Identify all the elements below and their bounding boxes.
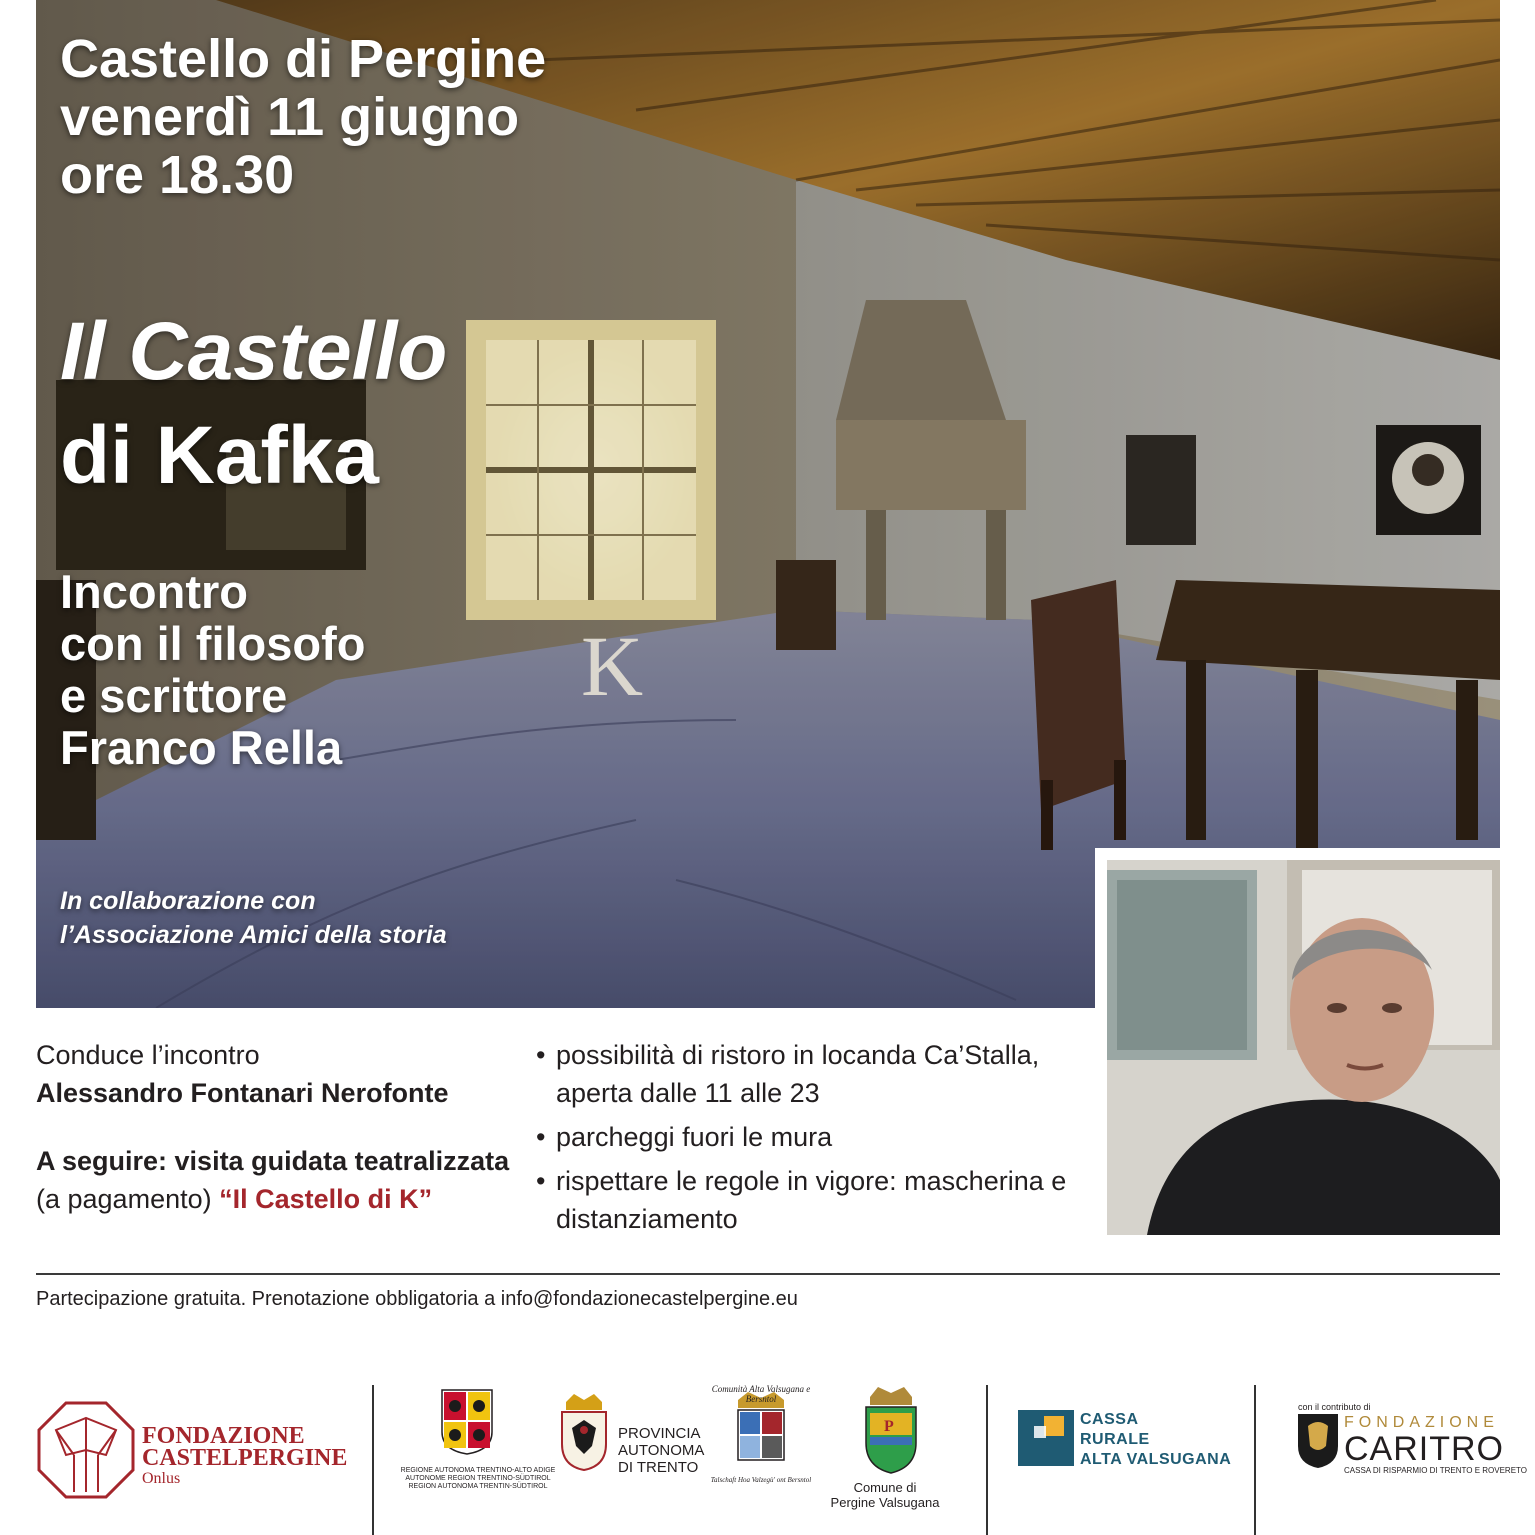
- subtitle-line-2: con il filosofo: [60, 617, 366, 670]
- bullet-text: parcheggi fuori le mura: [556, 1122, 833, 1152]
- venue: Castello di Pergine: [60, 29, 547, 89]
- event-date: venerdì 11 giugno: [60, 87, 520, 147]
- bullet-marker: •: [536, 1040, 546, 1070]
- cassa-rurale-logo-icon: [1018, 1410, 1074, 1466]
- fondazione-castelpergine-logo-icon: [36, 1400, 136, 1500]
- event-time: ore 18.30: [60, 145, 295, 205]
- comune-line-2: Pergine Valsugana: [830, 1495, 940, 1510]
- list-item: [536, 1162, 1096, 1238]
- logo-divider: [372, 1385, 374, 1535]
- fondazione-line-2: CASTELPERGINE: [142, 1445, 348, 1471]
- list-item: [536, 1036, 1096, 1112]
- region-caption-line-3: REGION AUTONOMA TRENTIN-SÜDTIROL: [408, 1483, 548, 1490]
- caritro-caption: CASSA DI RISPARMIO DI TRENTO E ROVERETO: [1344, 1466, 1527, 1475]
- info-bullets: [536, 1036, 1096, 1244]
- collab-line-2: l’Associazione Amici della storia: [60, 921, 447, 949]
- event-header: [60, 30, 546, 204]
- event-title: [60, 300, 447, 508]
- cassa-line-3: ALTA VALSUGANA: [1080, 1451, 1232, 1468]
- collab-line-1: In collaborazione con: [60, 887, 316, 915]
- bullet-text: possibilità di ristoro in locanda Ca’Stalla, aperta dalle 11 alle 23: [556, 1040, 1040, 1108]
- fondazione-line-1: FONDAZIONE: [142, 1423, 305, 1449]
- collaboration-note: [60, 884, 447, 952]
- provincia-line-2: AUTONOMA: [618, 1442, 705, 1459]
- comune-line-1: Comune di: [853, 1480, 917, 1495]
- caritro-contribution-label: con il contributo di: [1298, 1402, 1371, 1412]
- subtitle-line-1: Incontro: [60, 565, 248, 618]
- comune-pergine-crest-icon: [860, 1385, 922, 1475]
- caritro-crest-icon: [1296, 1412, 1340, 1470]
- region-caption-line-1: REGIONE AUTONOMA TRENTINO-ALTO ADIGE: [400, 1467, 556, 1474]
- bullet-marker: •: [536, 1122, 546, 1152]
- portrait-image: [1107, 860, 1500, 1235]
- subtitle-line-3: e scrittore: [60, 669, 288, 722]
- comune-name: [830, 1480, 940, 1510]
- bullet-text: rispettare le regole in vigore: mascherina e distanziamento: [556, 1166, 1067, 1234]
- provincia-line-1: PROVINCIA: [618, 1425, 701, 1442]
- fondazione-name: [142, 1425, 347, 1469]
- subtitle-line-4: Franco Rella: [60, 721, 343, 774]
- fondazione-onlus: Onlus: [142, 1470, 181, 1487]
- cassa-line-1: CASSA: [1080, 1411, 1139, 1428]
- followup-detail: [36, 1180, 516, 1218]
- host-name: Alessandro Fontanari Nerofonte: [36, 1078, 449, 1108]
- provincia-name: [618, 1425, 704, 1476]
- bullet-marker: •: [536, 1166, 546, 1196]
- event-subtitle: [60, 566, 365, 774]
- logo-divider: [1254, 1385, 1256, 1535]
- host-label: Conduce l’incontro: [36, 1040, 260, 1070]
- provincia-trento-crest-icon: [558, 1392, 610, 1472]
- regione-shield-icon: [440, 1388, 494, 1456]
- booking-info: Partecipazione gratuita. Prenotazione obbligatoria a info@fondazionecastelpergine.eu: [36, 1288, 798, 1310]
- svg-text:P: P: [884, 1418, 894, 1435]
- comunita-arc-bottom-text: Talschaft Hoa Valzegù' ont Bersntol: [710, 1476, 812, 1484]
- provincia-line-3: DI TRENTO: [618, 1459, 699, 1476]
- followup-label: A seguire: visita guidata teatralizzata: [36, 1146, 510, 1176]
- k-letter-sculpture: K: [581, 618, 644, 714]
- comunita-arc-text: Comunità Alta Valsugana e Bersntol: [711, 1384, 811, 1404]
- followup-paid: (a pagamento): [36, 1184, 212, 1214]
- list-item: [536, 1118, 1096, 1156]
- cassa-rurale-name: [1080, 1410, 1231, 1470]
- speaker-portrait: [1095, 848, 1500, 1235]
- logo-divider: [986, 1385, 988, 1535]
- followup-show-title: “Il Castello di K”: [219, 1184, 433, 1214]
- divider: [36, 1273, 1500, 1275]
- cassa-line-2: RURALE: [1080, 1431, 1150, 1448]
- info-block: [36, 1036, 516, 1218]
- title-line-1: Il Castello: [60, 306, 448, 397]
- regione-caption: [398, 1467, 558, 1491]
- region-caption-line-2: AUTONOME REGION TRENTINO-SÜDTIROL: [405, 1475, 551, 1482]
- title-line-2: di Kafka: [60, 410, 379, 501]
- caritro-fondazione: FONDAZIONE: [1344, 1414, 1499, 1431]
- caritro-name: CARITRO: [1344, 1430, 1504, 1468]
